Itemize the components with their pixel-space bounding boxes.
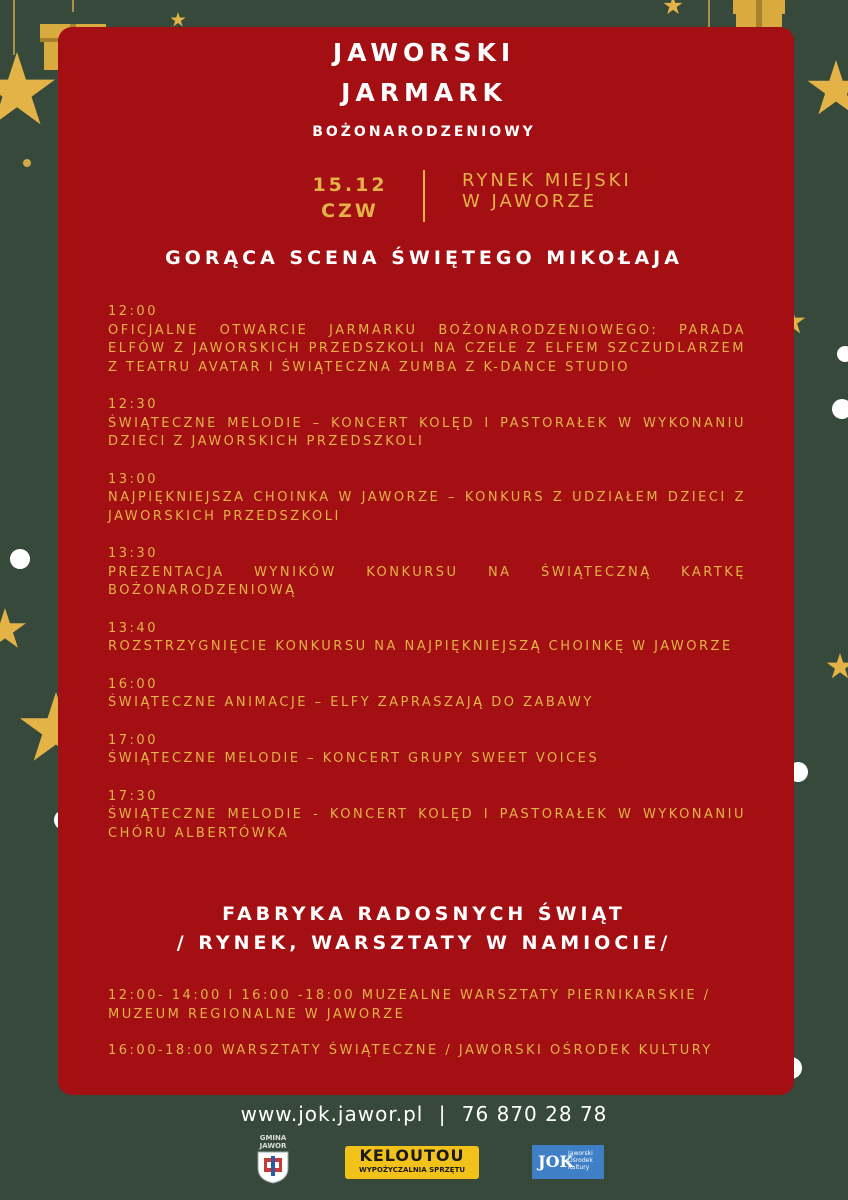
workshop-item: 16:00-18:00 WARSZTATY ŚWIĄTECZNE / JAWORSKI OŚRODEK KULTURY bbox=[108, 1043, 713, 1058]
workshops-title-line2: / RYNEK, WARSZTATY W NAMIOCIE/ bbox=[176, 932, 672, 954]
place-line1: RYNEK MIEJSKI bbox=[462, 170, 632, 191]
schedule-text: ŚWIĄTECZNE MELODIE - KONCERT KOLĘD I PASTORAŁEK W WYKONANIU CHÓRU ALBERTÓWKA bbox=[108, 807, 746, 841]
footer-separator: | bbox=[438, 1102, 447, 1126]
schedule-text: ROZSTRZYGNIĘCIE KONKURSU NA NAJPIĘKNIEJSZĄ CHOINKĘ W JAWORZE bbox=[108, 639, 733, 654]
schedule-item bbox=[108, 788, 746, 844]
workshops-list bbox=[108, 987, 748, 1079]
website-link[interactable]: www.jok.jawor.pl bbox=[240, 1102, 424, 1126]
schedule-time: 17:30 bbox=[108, 788, 158, 804]
section-title-workshops bbox=[0, 900, 848, 958]
keloutou-logo bbox=[345, 1146, 479, 1179]
schedule-text: ŚWIĄTECZNE ANIMACJE – ELFY ZAPRASZAJĄ DO ZABAWY bbox=[108, 695, 594, 710]
schedule-text: ŚWIĄTECZNE MELODIE – KONCERT GRUPY SWEET VOICES bbox=[108, 751, 600, 766]
date-weekday: CZW bbox=[321, 200, 379, 222]
date-day: 15.12 bbox=[312, 174, 388, 196]
schedule-time: 13:00 bbox=[108, 471, 158, 487]
stage-schedule bbox=[108, 303, 746, 862]
gmina-label: GMINA bbox=[259, 1134, 287, 1142]
jok-logo bbox=[532, 1145, 604, 1179]
event-subtitle: BOŻONARODZENIOWY bbox=[312, 124, 536, 140]
jok-text: Jaworski Ośrodek Kultury bbox=[568, 1150, 593, 1171]
schedule-text: PREZENTACJA WYNIKÓW KONKURSU NA ŚWIĄTECZNĄ KARTKĘ BOŻONARODZENIOWĄ bbox=[108, 564, 746, 598]
workshop-item: 12:00- 14:00 I 16:00 -18:00 MUZEALNE WARSZTATY PIERNIKARSKIE / MUZEUM REGIONALNE W JAWORZE bbox=[108, 988, 711, 1022]
schedule-time: 17:00 bbox=[108, 732, 158, 748]
jawor-label: JAWOR bbox=[259, 1142, 287, 1150]
event-place bbox=[462, 170, 632, 212]
phone-number: 76 870 28 78 bbox=[461, 1102, 608, 1126]
schedule-time: 12:00 bbox=[108, 304, 158, 319]
gmina-jawor-logo bbox=[252, 1134, 294, 1186]
schedule-time: 16:00 bbox=[108, 676, 158, 692]
schedule-time: 12:30 bbox=[108, 397, 158, 412]
date-place-divider bbox=[423, 170, 425, 222]
schedule-item bbox=[108, 545, 746, 601]
schedule-text: NAJPIĘKNIEJSZA CHOINKA W JAWORZE – KONKURS Z UDZIAŁEM DZIECI Z JAWORSKICH PRZEDSZKOLI bbox=[108, 490, 746, 524]
schedule-item bbox=[108, 676, 746, 713]
event-date bbox=[300, 172, 400, 224]
event-title-line2: JARMARK bbox=[341, 78, 507, 107]
schedule-text: ŚWIĄTECZNE MELODIE – KONCERT KOLĘD I PASTORAŁEK W WYKONANIU DZIECI Z JAWORSKICH PRZEDSZKOLI bbox=[108, 415, 746, 449]
keloutou-tagline: WYPOŻYCZALNIA SPRZĘTU bbox=[358, 1166, 466, 1174]
coat-of-arms-icon bbox=[256, 1150, 290, 1184]
schedule-item bbox=[108, 471, 746, 527]
section-title-stage: GORĄCA SCENA ŚWIĘTEGO MIKOŁAJA bbox=[165, 247, 683, 269]
schedule-item bbox=[108, 732, 746, 769]
schedule-time: 13:30 bbox=[108, 546, 158, 561]
place-line2: W JAWORZE bbox=[462, 191, 598, 212]
schedule-item bbox=[108, 620, 746, 657]
schedule-item bbox=[108, 303, 746, 377]
schedule-text: OFICJALNE OTWARCIE JARMARKU BOŻONARODZENIOWEGO: PARADA ELFÓW Z JAWORSKICH PRZEDSZKOLI NA CZELE Z ELFEM SZCZUDLARZEM Z TEATRU AVATAR I ŚWIĄTECZNA ZUMBA Z K-DANCE STUDIO bbox=[108, 322, 746, 375]
event-title-line1: JAWORSKI bbox=[332, 38, 516, 67]
workshops-title-line1: FABRYKA RADOSNYCH ŚWIĄT bbox=[222, 903, 626, 925]
schedule-item bbox=[108, 396, 746, 452]
schedule-time: 13:40 bbox=[108, 620, 158, 636]
contact-footer bbox=[0, 1102, 848, 1126]
jok-mark: JOK bbox=[538, 1152, 574, 1171]
keloutou-name: KELOUTOU bbox=[359, 1146, 465, 1165]
